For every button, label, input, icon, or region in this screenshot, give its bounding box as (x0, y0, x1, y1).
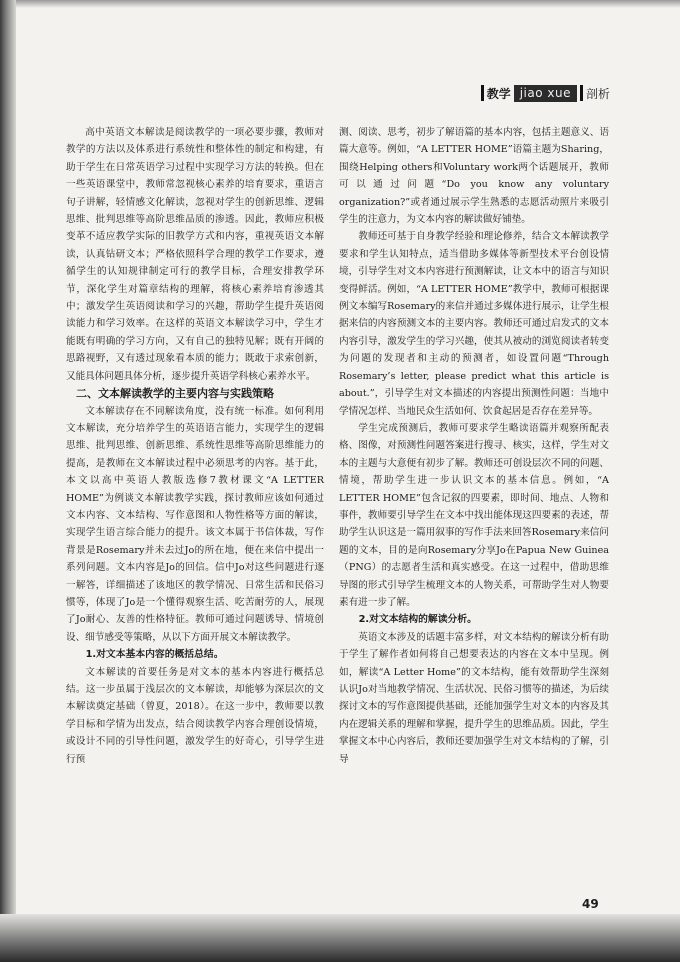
page-binding-shadow (0, 0, 16, 962)
subsection-1-paragraph: 文本解读的首要任务是对文本的基本内容进行概括总结。这一步虽属于浅层次的文本解读，却能够为深层次的文本解读奠定基础（曾夏，2018）。在这一步中，教师要以教学目标和学情为出发点，结合阅读教学内容合理创设情境，或设计不同的引导性问题，激发学生的好奇心，引导学生进行预 (66, 666, 324, 765)
continued-paragraph: 测、阅读、思考，初步了解语篇的基本内容，包括主题意义、语篇大意等。例如，“A LETTER HOME”语篇主题为Sharing，围绕Helping others和Voluntary work两个话题展开，教师可以通过问题“Do you know any voluntary organization?”或者通过展示学生熟悉的志愿活动照片来吸引学生的注意力，为文本内容的解读做好铺垫。 (339, 127, 609, 226)
section-heading: 二、文本解读教学的主要内容与实践策略 (76, 387, 274, 401)
page-number: 49 (582, 897, 599, 911)
right-column (339, 124, 609, 768)
page-top-shadow (0, 0, 680, 8)
header-divider (481, 85, 484, 101)
paragraph-multimedia: 教师还可基于自身教学经验和理论修养，结合文本解读教学要求和学生认知特点，适当借助多媒体等新型技术平台创设情境，引导学生对文本内容进行预测解读，让文本中的语言与知识变得鲜活。例如，“A LETTER HOME”教学中，教师可根据课例文本编写Rosemary的来信并通过多媒体进行展示，让学生根据来信的内容预测文本的主要内容。教师还可通过启发式的文本内容引导，激发学生的学习兴趣，使其从被动的浏览阅读者转变为问题的发现者和主动的预测者，如设置问题“Through Rosemary’s letter, please predict what this article is about.”，引导学生对文本描述的内容提出预测性问题：当地中学情况怎样、当地民众生活如何、饮食起居是否存在差异等。 (339, 231, 609, 417)
running-header (481, 84, 610, 102)
intro-paragraph: 高中英语文本解读是阅读教学的一项必要步骤，教师对教学的方法以及体系进行系统性和整体性的制定和构建，有助于学生在日常英语学习过程中实现学习方法的转换。但在一些英语课堂中，教师常忽视核心素养的培育要求，重语言句子讲解，轻情感文化解读，忽视对学生的创新思维、逻辑思维、批判思维等高阶思维品质的渗透。因此，教师应积极变革不适应教学实际的旧教学方式和内容，重视英语文本解读，认真钻研文本；严格依照科学合理的教学工作要求，遵循学生的认知规律制定可行的教学目标，合理安排教学环节，深化学生对篇章结构的理解，将核心素养培育渗透其中；激发学生英语阅读和学习的兴趣，帮助学生提升英语阅读能力和学习效率。在这样的英语文本解读学习中，学生才能既有明确的学习方向，又有自己的独特见解；既有开阔的思路视野，又有透过现象看本质的能力；既敢于求索创新，又能具体问题具体分析，逐步提升英语学科核心素养水平。 (66, 127, 324, 382)
page-bottom-shadow (0, 914, 680, 962)
subheading-content-summary: 1.对文本基本内容的概括总结。 (85, 649, 224, 661)
paragraph-structure: 英语文本涉及的话题丰富多样，对文本结构的解读分析有助于学生了解作者如何将自己想要表达的内容在文本中呈现。例如，解读“A Letter Home”的文本结构，能有效帮助学生深刻认识Jo对当地教学情况、生活状况、民俗习惯等的描述，为后续探讨文本的写作意图提供基础，还能加强学生对文本的内容及其内在逻辑关系的理解和掌握，提升学生的思维品质。因此，学生掌握文本中心内容后，教师还要加强学生对文本结构的了解，引导 (339, 631, 609, 765)
header-section: 教学 (486, 86, 511, 101)
header-tag: jiao xue (514, 85, 577, 102)
paragraph-skimming: 学生完成预测后，教师可要求学生略读语篇并观察所配表格、图像，对预测性问题答案进行搜寻、核实，这样，学生对文本的主题与大意便有初步了解。教师还可创设层次不同的问题、情境，帮助学生进一步认识文本的基本信息。例如，“A LETTER HOME”包含记叙的四要素，即时间、地点、人物和事件，教师要引导学生在文本中找出能体现这四要素的表述，帮助学生认识这是一篇用叙事的写作手法来回答Rosemary来信问题的文本，目的是向Rosemary分享Jo在Papua New Guinea（PNG）的志愿者生活和真实感受。在这一过程中，借助思维导图的形式引导学生梳理文本的人物关系，可帮助学生对人物要素有进一步了解。 (339, 422, 609, 608)
header-divider (580, 85, 583, 101)
subheading-structure-analysis: 2.对文本结构的解读分析。 (358, 614, 477, 626)
left-column (66, 124, 324, 768)
section-paragraph: 文本解读存在不同解读角度，没有统一标准。如何利用文本解读，充分培养学生的英语语言能力，实现学生的逻辑思维、批判思维、创新思维、系统性思维等高阶思维能力的提高，是教师在文本解读过程中必须思考的内容。基于此，本文以高中英语人教版选修7教材课文“A LETTER HOME”为例谈文本解读教学实践，探讨教师应该如何通过文本内容、文本结构、写作意图和人物性格等方面的解读，实现学生语言综合能力的提升。该文本属于书信体裁，写作背景是Rosemary并未去过Jo的所在地，便在来信中提出一系列问题。文本内容是Jo的回信。信中Jo对这些问题进行逐一解答，详细描述了该地区的教学情况、日常生活和民俗习惯等，体现了Jo是一个懂得观察生活、吃苦耐劳的人，展现了Jo耐心、友善的性格特征。教师可通过问题诱导、情境创设、细节感受等策略，从以下方面开展文本解读教学。 (66, 405, 324, 643)
header-subsection: 剖析 (585, 86, 610, 101)
